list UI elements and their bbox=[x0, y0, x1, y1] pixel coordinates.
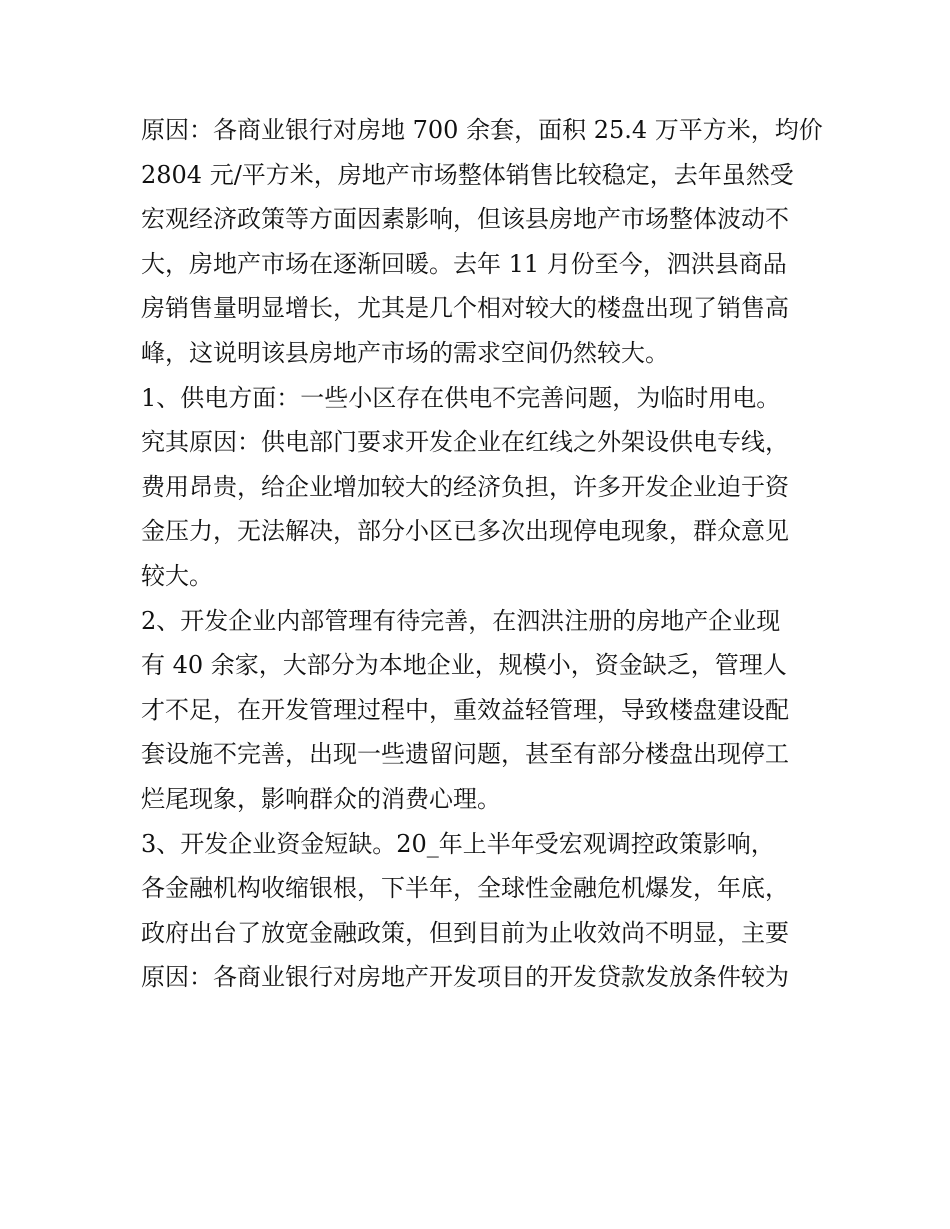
text-line: 原因：各商业银行对房地产开发项目的开发贷款发放条件较为 bbox=[141, 963, 789, 992]
text-line: 各金融机构收缩银根，下半年，全球性金融危机爆发，年底， bbox=[141, 874, 789, 903]
text-line: 宏观经济政策等方面因素影响，但该县房地产市场整体波动不 bbox=[141, 205, 789, 234]
text-line: 较大。 bbox=[141, 561, 213, 590]
body-text bbox=[141, 108, 841, 1000]
text-line: 1、供电方面：一些小区存在供电不完善问题，为临时用电。 bbox=[141, 383, 781, 412]
text-line: 2、开发企业内部管理有待完善，在泗洪注册的房地产企业现 bbox=[141, 606, 781, 635]
text-line: 3、开发企业资金短缺。20_年上半年受宏观调控政策影响， bbox=[141, 829, 775, 858]
text-line: 原因：各商业银行对房地 700 余套，面积 25.4 万平方米，均价 bbox=[141, 116, 823, 144]
text-line: 套设施不完善，出现一些遗留问题，甚至有部分楼盘出现停工 bbox=[141, 740, 789, 769]
text-line: 有 40 余家，大部分为本地企业，规模小，资金缺乏，管理人 bbox=[141, 651, 787, 680]
text-line: 大，房地产市场在逐渐回暖。去年 11 月份至今，泗洪县商品 bbox=[141, 249, 787, 278]
text-line: 究其原因：供电部门要求开发企业在红线之外架设供电专线， bbox=[141, 428, 789, 457]
text-line: 烂尾现象，影响群众的消费心理。 bbox=[141, 784, 501, 813]
text-line: 峰，这说明该县房地产市场的需求空间仍然较大。 bbox=[141, 338, 669, 367]
text-line: 房销售量明显增长，尤其是几个相对较大的楼盘出现了销售高 bbox=[141, 294, 789, 323]
text-line: 才不足，在开发管理过程中，重效益轻管理，导致楼盘建设配 bbox=[141, 695, 789, 724]
text-line: 2804 元/平方米，房地产市场整体销售比较稳定，去年虽然受 bbox=[141, 160, 794, 189]
text-line: 金压力，无法解决，部分小区已多次出现停电现象，群众意见 bbox=[141, 517, 789, 546]
text-line: 政府出台了放宽金融政策，但到目前为止收效尚不明显，主要 bbox=[141, 918, 789, 947]
text-line: 费用昂贵，给企业增加较大的经济负担，许多开发企业迫于资 bbox=[141, 472, 789, 501]
